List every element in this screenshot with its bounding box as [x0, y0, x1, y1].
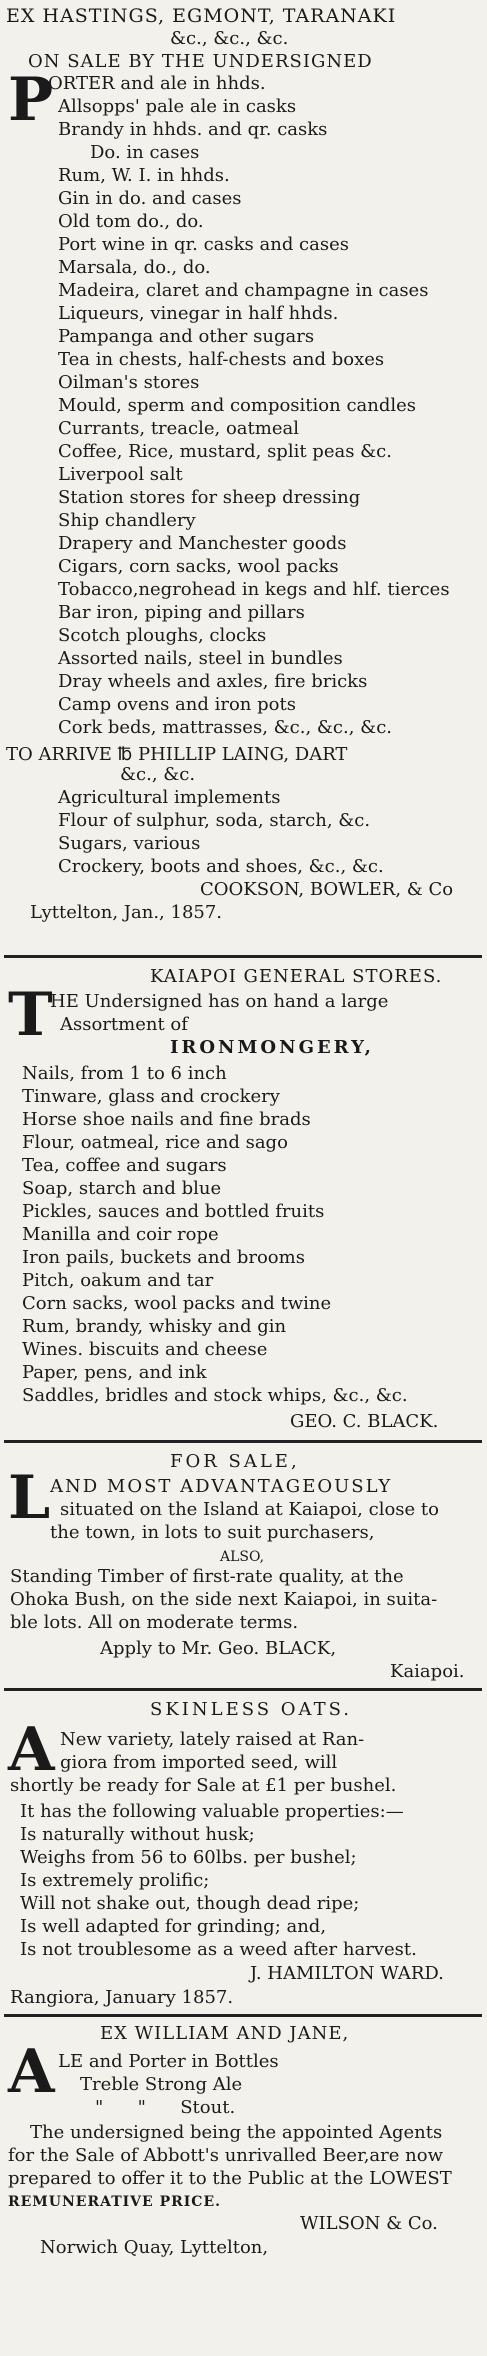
ad1-arrive-item: Crockery, boots and shoes, &c., &c. [58, 856, 384, 877]
ad1-list-item: Scotch ploughs, clocks [58, 625, 267, 646]
separator-rule [4, 2014, 482, 2017]
ad2-list-item: Saddles, bridles and stock whips, &c., &c. [22, 1385, 408, 1406]
ad5-heading: EX WILLIAM AND JANE, [100, 2023, 350, 2044]
ad1-list-item: Mould, sperm and composition candles [58, 395, 417, 416]
ad1-list-item: Dray wheels and axles, fire bricks [58, 671, 368, 692]
ad4-list-item: Is naturally without husk; [20, 1824, 255, 1845]
ad1-list-item: Do. in cases [90, 142, 200, 163]
ad1-list-item: ORTER and ale in hhds. [48, 73, 266, 94]
ad5-line3: " " Stout. [95, 2097, 236, 2118]
ad4-list-item: Will not shake out, though dead ripe; [20, 1893, 360, 1914]
ad2-list-item: Manilla and coir rope [22, 1224, 219, 1245]
ad2-list-item: Paper, pens, and ink [22, 1362, 207, 1383]
ad1-list-item: Old tom do., do. [58, 211, 204, 232]
ad2-list-item: Rum, brandy, whisky and gin [22, 1316, 287, 1337]
ad2-list-item: Nails, from 1 to 6 inch [22, 1063, 227, 1084]
ad1-arrive-item: Flour of sulphur, soda, starch, &c. [58, 810, 371, 831]
ad1-arrive-item: Agricultural implements [58, 787, 281, 808]
ad5-p4: REMUNERATIVE PRICE. [8, 2194, 221, 2210]
ad1-list-item: Assorted nails, steel in bundles [58, 648, 343, 669]
ad3-apply: Apply to Mr. Geo. BLACK, [100, 1638, 337, 1659]
ad1-list-item: Cork beds, mattrasses, &c., &c., &c. [58, 717, 392, 738]
ad2-list-item: Wines. biscuits and cheese [22, 1339, 268, 1360]
ad1-list-item: Coffee, Rice, mustard, split peas &c. [58, 441, 392, 462]
ad5-p2: for the Sale of Abbott's unrivalled Beer,are now [8, 2145, 443, 2166]
ad1-list-item: Marsala, do., do. [58, 257, 211, 278]
ad1-list-item: Madeira, claret and champagne in cases [58, 280, 429, 301]
ad3-line2: situated on the Island at Kaiapoi, close to [60, 1499, 439, 1520]
ad2-dropcap: T [8, 980, 53, 1050]
ad4-place: Rangiora, January 1857. [10, 1987, 234, 2008]
ad1-arrive-heading: TO ARRIVE ℔ PHILLIP LAING, DART [6, 744, 348, 765]
ad4-heading: SKINLESS OATS. [150, 1699, 352, 1720]
ad1-dropcap: P [8, 65, 54, 135]
separator-rule [4, 1688, 482, 1691]
ad5-signature: WILSON & Co. [300, 2213, 438, 2234]
ad1-list-item: Port wine in qr. casks and cases [58, 234, 349, 255]
ad4-list-item: Is well adapted for grinding; and, [20, 1916, 327, 1937]
ad5-place: Norwich Quay, Lyttelton, [40, 2237, 269, 2258]
ad1-list-item: Cigars, corn sacks, wool packs [58, 556, 339, 577]
ad3-line3: the town, in lots to suit purchasers, [50, 1522, 375, 1543]
ad2-list-item: Soap, starch and blue [22, 1178, 222, 1199]
ad1-list-item: Gin in do. and cases [58, 188, 242, 209]
ad1-list-item: Currants, treacle, oatmeal [58, 418, 299, 439]
ad2-list-item: Iron pails, buckets and brooms [22, 1247, 305, 1268]
ad1-list-item: Drapery and Manchester goods [58, 533, 347, 554]
ad4-line3: shortly be ready for Sale at £1 per bushel. [10, 1775, 397, 1796]
ad5-p3: prepared to offer it to the Public at the LOWEST [8, 2168, 452, 2189]
ad2-heading: KAIAPOI GENERAL STORES. [150, 966, 443, 987]
ad3-line5: Ohoka Bush, on the side next Kaiapoi, in suita- [10, 1589, 438, 1610]
ad2-list-item: Pickles, sauces and bottled fruits [22, 1201, 325, 1222]
ad3-also: ALSO, [220, 1549, 265, 1565]
ad1-list-item: Camp ovens and iron pots [58, 694, 296, 715]
ad2-intro1: HE Undersigned has on hand a large [50, 991, 389, 1012]
ad4-list-item: Is extremely prolific; [20, 1870, 210, 1891]
ad4-dropcap: A [8, 1715, 55, 1785]
separator-rule [4, 955, 482, 958]
ad3-dropcap: L [8, 1463, 51, 1533]
ad2-list-item: Corn sacks, wool packs and twine [22, 1293, 332, 1314]
ad5-p1: The undersigned being the appointed Agents [30, 2122, 443, 2143]
ad1-list-item: Liqueurs, vinegar in half hhds. [58, 303, 339, 324]
ad2-list-item: Tinware, glass and crockery [22, 1086, 280, 1107]
ad1-list-item: Oilman's stores [58, 372, 200, 393]
ad3-line1: AND MOST ADVANTAGEOUSLY [50, 1476, 393, 1497]
ad4-signature: J. HAMILTON WARD. [250, 1963, 444, 1984]
ad3-line6: ble lots. All on moderate terms. [10, 1612, 299, 1633]
ad2-list-item: Tea, coffee and sugars [22, 1155, 227, 1176]
ad2-list-item: Pitch, oakum and tar [22, 1270, 214, 1291]
ad1-list-item: Tea in chests, half-chests and boxes [58, 349, 385, 370]
ad5-dropcap: A [8, 2037, 55, 2107]
ad3-place: Kaiapoi. [390, 1661, 465, 1682]
ad4-list-item: Is not troublesome as a weed after harvest. [20, 1939, 417, 1960]
ad1-place: Lyttelton, Jan., 1857. [30, 902, 223, 923]
ad2-intro3: IRONMONGERY, [170, 1037, 374, 1058]
ad1-arrive-item: Sugars, various [58, 833, 201, 854]
ad2-list-item: Flour, oatmeal, rice and sago [22, 1132, 288, 1153]
ad4-line2: giora from imported seed, will [60, 1752, 338, 1773]
ad1-list-item: Station stores for sheep dressing [58, 487, 361, 508]
ad1-signature: COOKSON, BOWLER, & Co [200, 879, 454, 900]
ad1-list-item: Liverpool salt [58, 464, 183, 485]
ad1-list-item: Brandy in hhds. and qr. casks [58, 119, 328, 140]
ad1-list-item: Bar iron, piping and pillars [58, 602, 305, 623]
ad2-signature: GEO. C. BLACK. [290, 1411, 439, 1432]
ad4-list-item: Weighs from 56 to 60lbs. per bushel; [20, 1847, 357, 1868]
ad1-heading: EX HASTINGS, EGMONT, TARANAKI [6, 5, 397, 27]
ad5-line1: LE and Porter in Bottles [58, 2051, 279, 2072]
ad1-sale-heading: ON SALE BY THE UNDERSIGNED [28, 51, 373, 72]
ad1-arrive-subheading: &c., &c. [120, 764, 196, 785]
ad2-intro2: Assortment of [60, 1014, 188, 1035]
ad1-list-item: Tobacco,negrohead in kegs and hlf. tierces [58, 579, 450, 600]
ad3-heading: FOR SALE, [170, 1451, 300, 1472]
ad4-list-item: It has the following valuable properties:— [20, 1801, 404, 1822]
ad1-list-item: Pampanga and other sugars [58, 326, 315, 347]
ad5-line2: Treble Strong Ale [80, 2074, 243, 2095]
ad1-list-item: Allsopps' pale ale in casks [58, 96, 297, 117]
separator-rule [4, 1440, 482, 1443]
ad4-line1: New variety, lately raised at Ran- [60, 1729, 365, 1750]
ad1-list-item: Ship chandlery [58, 510, 196, 531]
ad2-list-item: Horse shoe nails and fine brads [22, 1109, 311, 1130]
ad3-line4: Standing Timber of first-rate quality, at the [10, 1566, 404, 1587]
ad1-list-item: Rum, W. I. in hhds. [58, 165, 230, 186]
ad1-subheading: &c., &c., &c. [170, 28, 289, 49]
